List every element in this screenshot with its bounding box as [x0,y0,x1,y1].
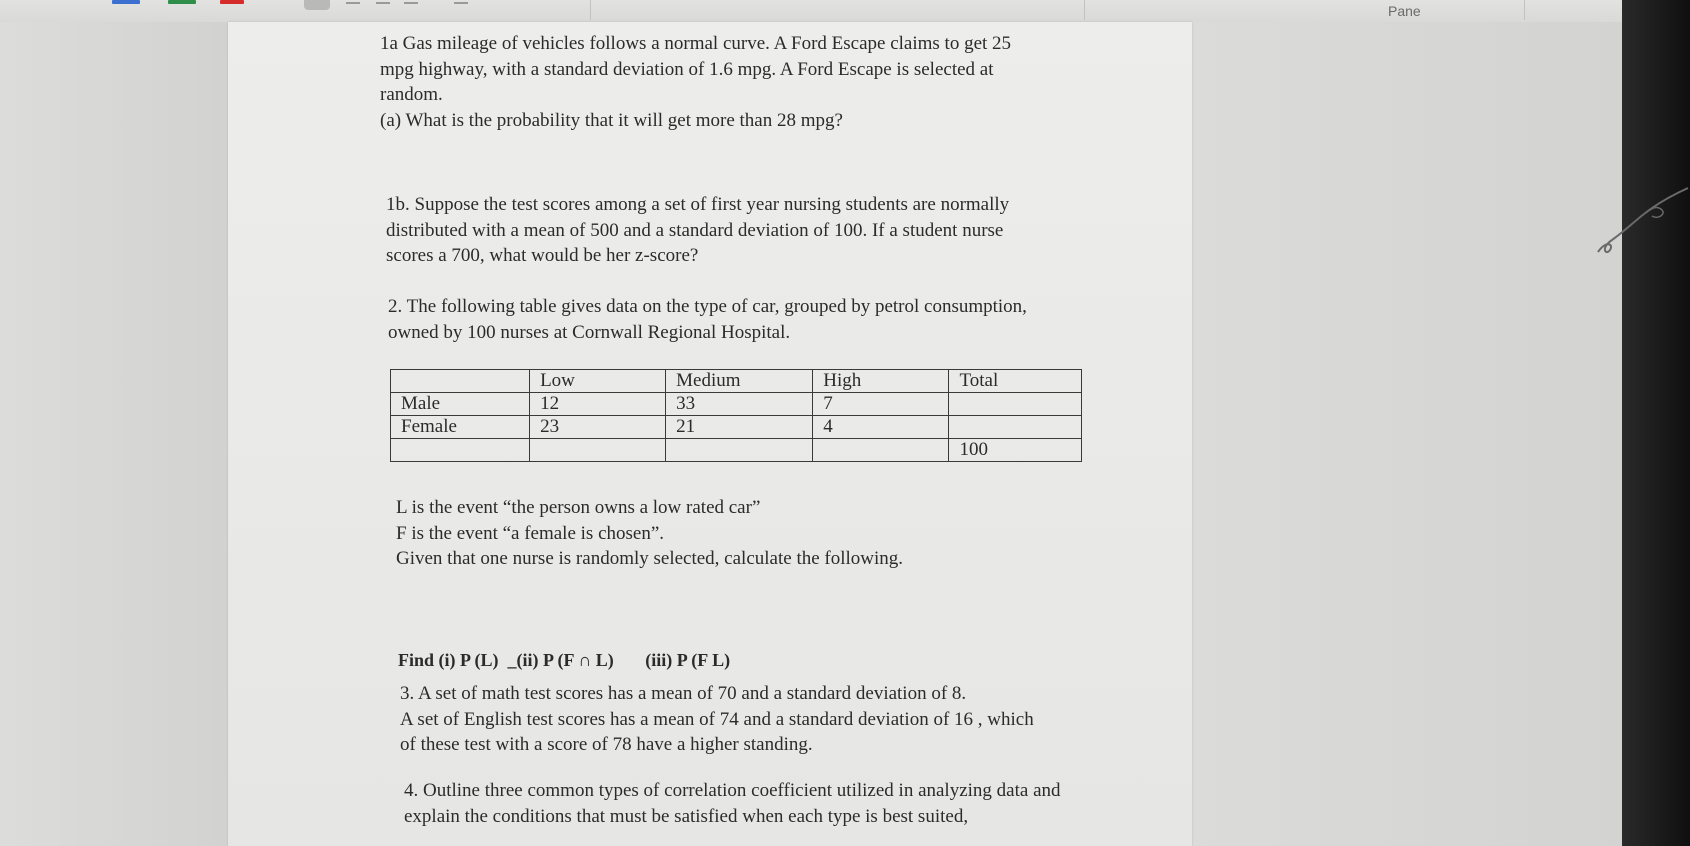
table-cell [949,393,1082,416]
table-cell: 7 [813,393,949,416]
table-cell [949,416,1082,439]
question-2-line: owned by 100 nurses at Cornwall Regional Hospital. [388,321,791,343]
table-cell: 21 [666,416,813,439]
question-3-line: of these test with a score of 78 have a higher standing. [400,734,813,755]
document-page [228,22,1192,846]
toolbar-divider [590,0,591,20]
table-cell: 4 [813,416,949,439]
question-4 [404,778,1061,829]
workspace-left-gutter [0,22,228,846]
find-text: Find (i) P (L) _(ii) P (F ∩ L) (iii) P (F L) [398,650,731,670]
question-1a-line: random. [380,84,443,105]
toolbar-divider [1084,0,1085,20]
workspace-right-gutter [1192,22,1622,846]
table-cell: Male [391,393,530,416]
question-2-line: 2. The following table gives data on the type of car, grouped by petrol consumption, [388,296,1027,317]
table-header-row [391,370,1082,393]
app-toolbar [0,0,1690,22]
screen-bezel [1622,0,1690,846]
table-cell: Female [391,416,530,439]
question-3-line: 3. A set of math test scores has a mean of 70 and a standard deviation of 8. [400,683,967,704]
question-2 [388,294,1027,345]
table-cell: 100 [949,439,1082,462]
question-4-line: explain the conditions that must be satisfied when each type is best suited, [404,805,969,827]
question-1a-line: 1a Gas mileage of vehicles follows a normal curve. A Ford Escape claims to get 25 [380,33,1012,54]
table-header-cell: Low [530,370,666,393]
table-cell: 23 [530,416,666,439]
pane-label[interactable]: Pane [1388,3,1421,19]
toolbar-line-icon[interactable] [346,2,360,4]
table-header-cell: Medium [666,370,813,393]
table-cell: 33 [666,393,813,416]
table-header-cell: High [813,370,949,393]
table-cell [666,439,813,462]
question-1b-line: distributed with a mean of 500 and a standard deviation of 100. If a student nurse [386,219,1004,241]
table-header-cell: Total [949,370,1082,393]
question-4-line: 4. Outline three common types of correlation coefficient utilized in analyzing data and [404,780,1061,801]
question-1a-line: mpg highway, with a standard deviation of 1.6 mpg. A Ford Escape is selected at [380,58,994,80]
event-f-text: F is the event “a female is chosen”. [396,522,665,544]
table-cell: 12 [530,393,666,416]
event-l-text: L is the event “the person owns a low rated car” [396,497,761,518]
question-2-events [396,495,903,572]
toolbar-divider [1524,0,1525,20]
question-3-line: A set of English test scores has a mean of 74 and a standard deviation of 16 , which [400,708,1034,730]
toolbar-line-icon[interactable] [404,2,418,4]
toolbar-blue-mark[interactable] [112,0,140,4]
table-row [391,416,1082,439]
table-row [391,439,1082,462]
pen-scribble-icon [1596,180,1690,260]
table-row [391,393,1082,416]
table-cell [530,439,666,462]
question-1a [380,31,1011,133]
toolbar-line-icon[interactable] [454,2,468,4]
toolbar-button[interactable] [304,0,330,10]
question-1b-line: 1b. Suppose the test scores among a set of first year nursing students are normally [386,194,1010,215]
question-1b-line: scores a 700, what would be her z-score? [386,245,699,266]
table-cell [813,439,949,462]
table-cell [391,439,530,462]
toolbar-red-mark[interactable] [220,0,244,4]
toolbar-green-mark[interactable] [168,0,196,4]
table-header-cell [391,370,530,393]
car-consumption-table [390,369,1082,462]
question-3 [400,681,1034,758]
given-text: Given that one nurse is randomly selected, calculate the following. [396,548,904,569]
question-1b [386,192,1009,269]
toolbar-line-icon[interactable] [376,2,390,4]
question-1a-part-a: (a) What is the probability that it will get more than 28 mpg? [380,109,843,131]
